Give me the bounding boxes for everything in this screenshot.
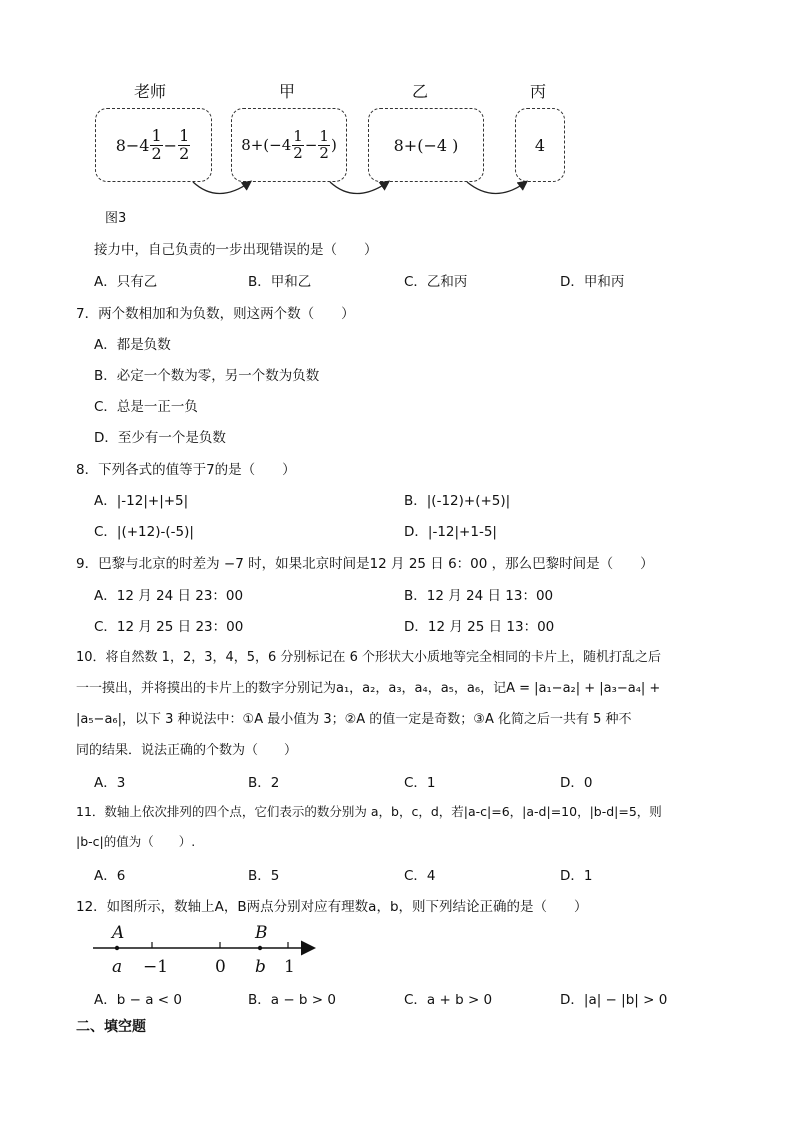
- figure-header-jia: 甲: [279, 82, 296, 101]
- expr-text: 8+(−4 ): [393, 135, 459, 155]
- expr-text: ): [330, 136, 337, 154]
- q11-option-a: A．6: [94, 868, 126, 884]
- q10-line-4: 同的结果．说法正确的个数为（ ）: [76, 743, 298, 758]
- q12-stem: 12．如图所示，数轴上A，B两点分别对应有理数a，b，则下列结论正确的是（ ）: [76, 899, 588, 915]
- q9-option-d: D．12 月 25 日 13：00: [404, 619, 555, 635]
- q12-number-line: [85, 918, 325, 980]
- q10-option-c: C．1: [404, 775, 436, 791]
- figure-header-bing: 丙: [530, 82, 547, 101]
- expr-text: 8−4: [115, 135, 150, 155]
- q6-option-c: C．乙和丙: [404, 274, 468, 290]
- figure-arrows: [0, 0, 794, 220]
- fraction: $\frac{1}{2}$: [179, 125, 190, 163]
- q8-option-d: D．|-12|+1-5|: [404, 524, 497, 540]
- fraction: $\frac{1}{2}$: [151, 125, 162, 163]
- figure-caption: 图3: [105, 211, 127, 226]
- q11-option-b: B．5: [248, 868, 280, 884]
- fraction: $\frac{1}{2}$: [319, 126, 329, 162]
- q12-option-d: D．|a| − |b| > 0: [560, 992, 668, 1008]
- label-a: a: [112, 957, 123, 977]
- expr-text: 8+(−4: [241, 136, 292, 154]
- expr-text: −: [163, 135, 178, 155]
- q10-line-2: 一一摸出，并将摸出的卡片上的数字分别记为a₁，a₂，a₃，a₄，a₅，a₆，记A = |a₁−a₂| + |a₃−a₄| +: [76, 681, 661, 696]
- label-zero: 0: [215, 957, 226, 977]
- q7-option-c: C．总是一正一负: [94, 399, 198, 415]
- point-b: [258, 946, 262, 950]
- q8-option-c: C．|(+12)-(-5)|: [94, 524, 194, 540]
- q9-stem: 9．巴黎与北京的时差为 −7 时，如果北京时间是12 月 25 日 6：00 ，那么巴黎时间是（ ）: [76, 556, 654, 572]
- q10-option-a: A．3: [94, 775, 126, 791]
- q7-option-b: B．必定一个数为零，另一个数为负数: [94, 368, 320, 384]
- q9-option-b: B．12 月 24 日 13：00: [404, 588, 554, 604]
- expr-text: −: [304, 136, 318, 154]
- label-B: B: [255, 923, 268, 943]
- label-one: 1: [284, 957, 295, 977]
- q9-option-c: C．12 月 25 日 23：00: [94, 619, 244, 635]
- label-A: A: [112, 923, 125, 943]
- q8-stem: 8．下列各式的值等于7的是（ ）: [76, 462, 296, 478]
- expr-text: 4: [534, 135, 546, 155]
- arrow-3: [467, 182, 526, 194]
- q7-option-d: D．至少有一个是负数: [94, 430, 226, 446]
- q11-option-c: C．4: [404, 868, 436, 884]
- q10-option-d: D．0: [560, 775, 593, 791]
- q8-option-b: B．|(-12)+(+5)|: [404, 493, 511, 509]
- point-a: [115, 946, 119, 950]
- arrow-2: [330, 182, 388, 194]
- q10-line-1: 10．将自然数 1，2，3，4，5，6 分别标记在 6 个形状大小质地等完全相同的卡片上，随机打乱之后: [76, 650, 661, 665]
- q10-line-3: |a₅−a₆|，以下 3 种说法中：①A 最小值为 3；②A 的值一定是奇数；③A 化简之后一共有 5 种不: [76, 712, 632, 727]
- q7-stem: 7．两个数相加和为负数，则这两个数（ ）: [76, 306, 355, 322]
- q6-stem: 接力中，自己负责的一步出现错误的是（ ）: [94, 242, 378, 258]
- q7-option-a: A．都是负数: [94, 337, 171, 353]
- q12-option-a: A．b − a < 0: [94, 992, 182, 1008]
- q6-option-d: D．甲和丙: [560, 274, 625, 290]
- arrow-1: [193, 182, 250, 194]
- q6-option-a: A．只有乙: [94, 274, 158, 290]
- label-b: b: [255, 957, 266, 977]
- q11-option-d: D．1: [560, 868, 593, 884]
- q9-option-a: A．12 月 24 日 23：00: [94, 588, 244, 604]
- q10-option-b: B．2: [248, 775, 280, 791]
- q12-option-c: C．a + b > 0: [404, 992, 493, 1008]
- label-minus-one: −1: [143, 957, 169, 977]
- q11-line-2: |b-c|的值为（ ）.: [76, 834, 196, 849]
- q8-option-a: A．|-12|+|+5|: [94, 493, 189, 509]
- figure-header-teacher: 老师: [134, 82, 167, 101]
- section-heading: 二、填空题: [76, 1019, 146, 1035]
- q12-option-b: B．a − b > 0: [248, 992, 336, 1008]
- fraction: $\frac{1}{2}$: [293, 126, 303, 162]
- figure-header-yi: 乙: [412, 82, 429, 101]
- q11-line-1: 11．数轴上依次排列的四个点，它们表示的数分别为 a，b，c，d，若|a-c|=6，|a-d|=10，|b-d|=5，则: [76, 804, 662, 819]
- q6-option-b: B．甲和乙: [248, 274, 312, 290]
